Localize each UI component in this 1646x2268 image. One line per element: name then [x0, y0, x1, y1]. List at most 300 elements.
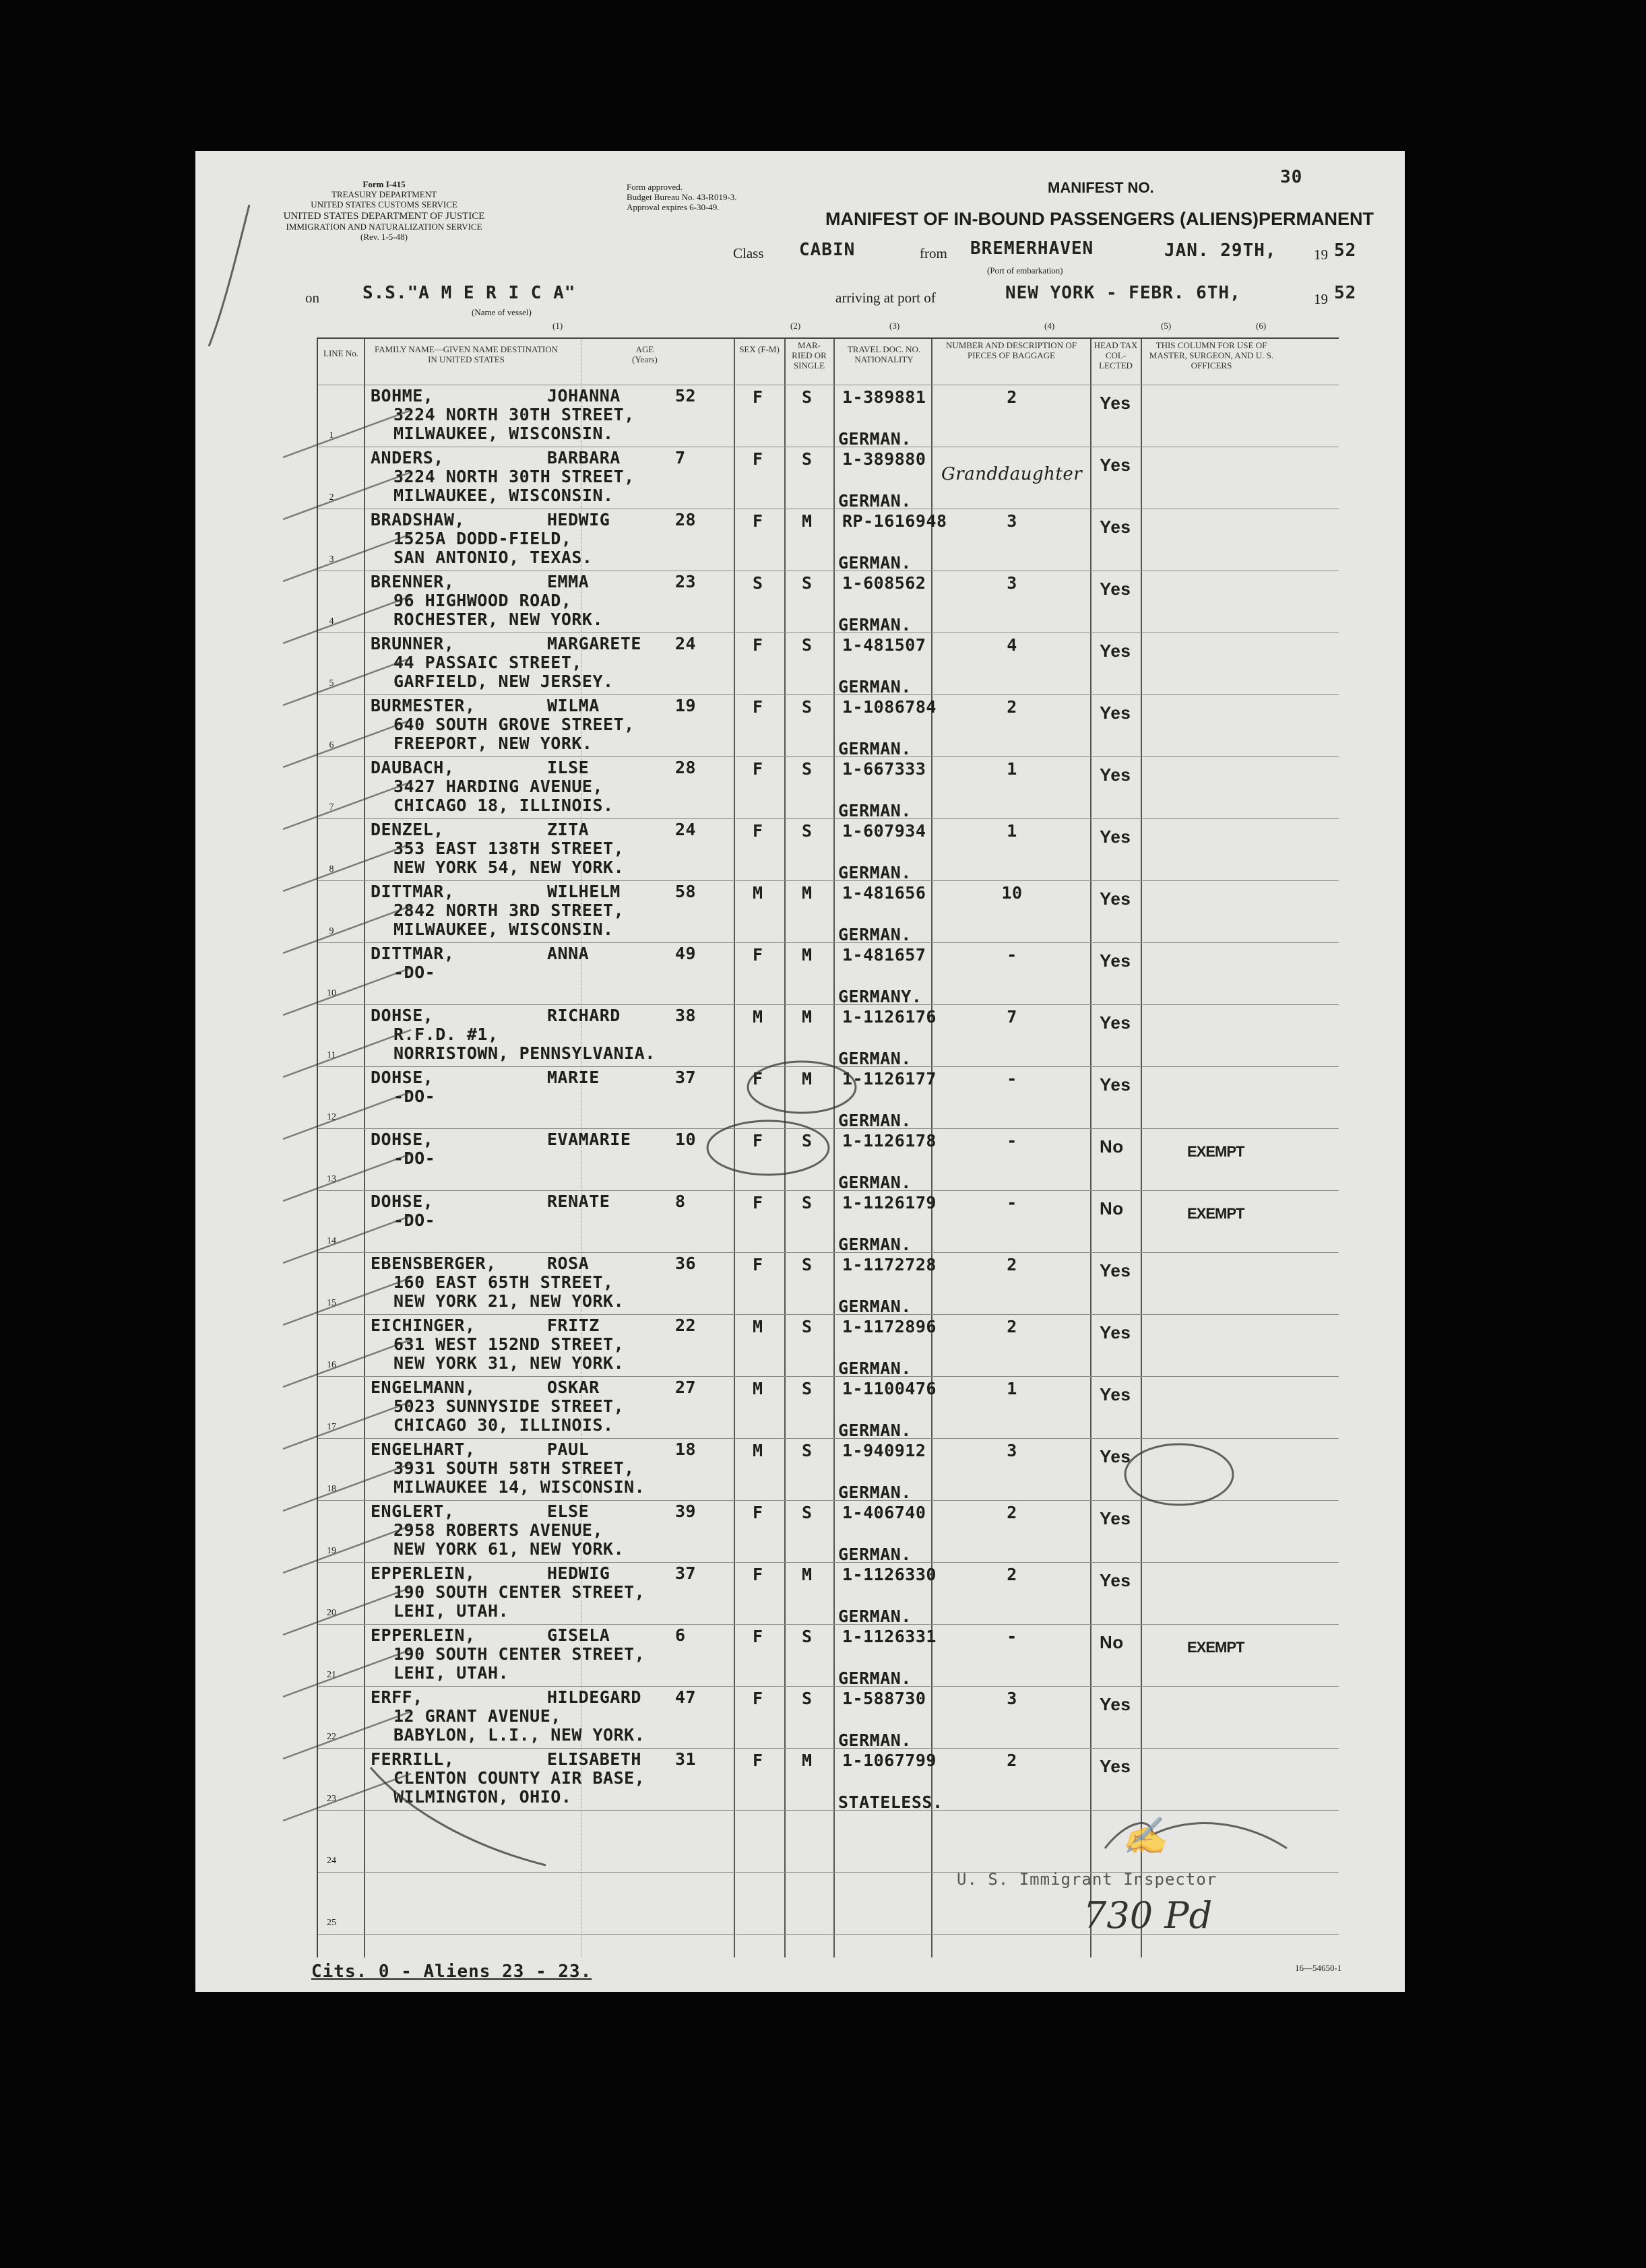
address-line-1: 160 EAST 65TH STREET, [393, 1272, 614, 1292]
baggage: 2 [1007, 1503, 1017, 1522]
address-line-1: 5023 SUNNYSIDE STREET, [393, 1396, 625, 1416]
age: 31 [675, 1749, 697, 1769]
head-tax: Yes [1100, 950, 1131, 971]
sex: F [753, 635, 763, 655]
travel-doc-no: 1-1067799 [842, 1751, 937, 1770]
nationality: GERMAN. [838, 677, 912, 696]
address-line-2: NORRISTOWN, PENNSYLVANIA. [393, 1043, 656, 1063]
address-line-1: CLENTON COUNTY AIR BASE, [393, 1768, 645, 1788]
address-line-1: 44 PASSAIC STREET, [393, 653, 582, 672]
vessel-caption: (Name of vessel) [472, 307, 532, 317]
sex: M [753, 1441, 763, 1460]
head-tax: No [1100, 1198, 1124, 1219]
manifest-no-label: MANIFEST NO. [1048, 179, 1154, 196]
sex: S [753, 573, 763, 593]
baggage: 3 [1007, 1441, 1017, 1460]
check-off-stroke [283, 1774, 411, 1821]
header-age: AGE (Years) [632, 344, 658, 364]
line-number: 3 [329, 554, 334, 564]
travel-doc-no: 1-1126176 [842, 1007, 937, 1027]
sex: F [753, 821, 763, 841]
marital-status: S [802, 573, 813, 593]
treasury-dept: TREASURY DEPARTMENT [331, 189, 437, 199]
sex: M [753, 1007, 763, 1027]
marital-status: S [802, 1255, 813, 1274]
revision: (Rev. 1-5-48) [360, 232, 408, 242]
travel-doc-no: 1-1172896 [842, 1317, 937, 1336]
header-name: FAMILY NAME—GIVEN NAME DESTINATION IN UNITED STATES [374, 344, 559, 364]
line-number: 19 [327, 1546, 336, 1556]
nationality: GERMAN. [838, 925, 912, 944]
sex: F [753, 1565, 763, 1584]
age: 27 [675, 1378, 697, 1397]
sex: F [753, 511, 763, 531]
check-off-stroke [283, 720, 411, 767]
given-name: HEDWIG [547, 1563, 610, 1583]
baggage: - [1007, 1131, 1017, 1151]
family-name: DOHSE, [371, 1068, 434, 1087]
col-marker-1: (1) [552, 321, 563, 331]
line-number: 12 [327, 1112, 336, 1122]
line-number: 4 [329, 616, 334, 626]
family-name: EPPERLEIN, [371, 1563, 476, 1583]
col-marker-4: (4) [1044, 321, 1055, 331]
address-line-1: 353 EAST 138TH STREET, [393, 839, 625, 858]
nationality: GERMAN. [838, 1421, 912, 1440]
marital-status: M [802, 1069, 813, 1089]
nationality: GERMAN. [838, 553, 912, 573]
marital-status: S [802, 635, 813, 655]
nationality: GERMAN. [838, 1668, 912, 1688]
marital-status: S [802, 387, 813, 407]
nationality: GERMAN. [838, 615, 912, 635]
check-off-stroke [283, 844, 411, 891]
line-number: 10 [327, 988, 336, 998]
age: 28 [675, 510, 697, 529]
nationality: STATELESS. [838, 1792, 943, 1812]
head-tax: Yes [1100, 1446, 1131, 1466]
baggage: 7 [1007, 1007, 1017, 1027]
inspector-signature: ✍ [1122, 1815, 1168, 1857]
line-number: 18 [327, 1484, 336, 1494]
sex: F [753, 1751, 763, 1770]
family-name: DITTMAR, [371, 944, 455, 963]
col-marker-6: (6) [1256, 321, 1267, 331]
circle-annotation [1125, 1444, 1233, 1505]
travel-doc-no: 1-1126178 [842, 1131, 937, 1151]
family-name: DITTMAR, [371, 882, 455, 901]
age: 39 [675, 1501, 697, 1521]
form-number: Form I-415 [362, 179, 406, 189]
travel-doc-no: 1-1126331 [842, 1627, 937, 1646]
port-of-embarkation: BREMERHAVEN [970, 238, 1094, 259]
nationality: GERMAN. [838, 429, 912, 449]
print-code: 16—54650-1 [1295, 1963, 1342, 1973]
age: 38 [675, 1006, 697, 1025]
arriving-label: arriving at port of [835, 290, 936, 306]
marital-status: M [802, 511, 813, 531]
vessel-name: S.S."A M E R I C A" [362, 283, 576, 303]
travel-doc-no: 1-940912 [842, 1441, 926, 1460]
col-marker-5: (5) [1161, 321, 1172, 331]
age: 7 [675, 448, 686, 467]
address-line-1: 96 HIGHWOOD ROAD, [393, 591, 572, 610]
check-off-stroke [283, 410, 411, 457]
marital-status: M [802, 1007, 813, 1027]
baggage: 10 [1001, 883, 1023, 903]
head-tax: Yes [1100, 1384, 1131, 1404]
sex: M [753, 883, 763, 903]
given-name: ZITA [547, 820, 590, 839]
address-line-2: MILWAUKEE, WISCONSIN. [393, 486, 614, 505]
baggage: - [1007, 1069, 1017, 1089]
family-name: DENZEL, [371, 820, 444, 839]
age: 37 [675, 1563, 697, 1583]
baggage: 1 [1007, 759, 1017, 779]
line-number: 8 [329, 864, 334, 874]
address-line-1: -DO- [393, 1087, 436, 1106]
marital-status: S [802, 821, 813, 841]
baggage: 2 [1007, 1751, 1017, 1770]
marital-status: S [802, 1689, 813, 1708]
title-main: MANIFEST OF IN-BOUND PASSENGERS (ALIENS) [825, 209, 1259, 229]
check-off-stroke [283, 1340, 411, 1387]
check-off-stroke [283, 1402, 411, 1449]
family-name: DAUBACH, [371, 758, 455, 777]
marital-status: S [802, 1131, 813, 1151]
address-line-1: 2842 NORTH 3RD STREET, [393, 901, 625, 920]
head-tax: Yes [1100, 1570, 1131, 1590]
header-head-tax: HEAD TAX COL-LECTED [1094, 340, 1138, 370]
baggage: Granddaughter [941, 464, 1083, 484]
sex: F [753, 387, 763, 407]
age: 58 [675, 882, 697, 901]
baggage: 2 [1007, 1255, 1017, 1274]
check-off-stroke [283, 1030, 411, 1077]
address-line-2: BABYLON, L.I., NEW YORK. [393, 1725, 645, 1745]
head-tax: Yes [1100, 765, 1131, 785]
approval-line2: Budget Bureau No. 43-R019-3. [627, 192, 737, 202]
check-off-stroke [283, 906, 411, 953]
baggage: - [1007, 1627, 1017, 1646]
line-number: 14 [327, 1236, 336, 1246]
baggage: - [1007, 945, 1017, 965]
head-tax: Yes [1100, 1508, 1131, 1528]
address-line-2: LEHI, UTAH. [393, 1601, 509, 1621]
nationality: GERMAN. [838, 1483, 912, 1502]
address-line-2: CHICAGO 18, ILLINOIS. [393, 796, 614, 815]
age: 36 [675, 1254, 697, 1273]
annotation-marks [195, 151, 1405, 1992]
line-number: 7 [329, 802, 334, 812]
baggage: - [1007, 1193, 1017, 1212]
given-name: GISELA [547, 1625, 610, 1645]
given-name: JOHANNA [547, 386, 621, 406]
class-label: Class [733, 245, 764, 261]
family-name: EBENSBERGER, [371, 1254, 497, 1273]
line-number: 21 [327, 1670, 336, 1680]
family-name: FERRILL, [371, 1749, 455, 1769]
marital-status: M [802, 945, 813, 965]
nationality: GERMANY. [838, 987, 922, 1006]
line-number: 20 [327, 1608, 336, 1618]
officer-note: EXEMPT [1187, 1639, 1244, 1656]
baggage: 2 [1007, 387, 1017, 407]
head-tax: Yes [1100, 579, 1131, 599]
travel-doc-no: 1-389881 [842, 387, 926, 407]
ins-service: IMMIGRATION AND NATURALIZATION SERVICE [286, 222, 482, 232]
nationality: GERMAN. [838, 1111, 912, 1130]
head-tax: Yes [1100, 1260, 1131, 1281]
sex: F [753, 1069, 763, 1089]
address-line-1: 3224 NORTH 30TH STREET, [393, 467, 635, 486]
address-line-1: 190 SOUTH CENTER STREET, [393, 1582, 645, 1602]
age: 10 [675, 1130, 697, 1149]
marital-status: S [802, 1441, 813, 1460]
check-off-stroke [283, 472, 411, 519]
given-name: PAUL [547, 1439, 590, 1459]
travel-doc-no: 1-608562 [842, 573, 926, 593]
address-line-2: SAN ANTONIO, TEXAS. [393, 548, 593, 567]
given-name: EMMA [547, 572, 590, 591]
arrival-year: 52 [1334, 283, 1357, 303]
marital-status: S [802, 1317, 813, 1336]
head-tax: Yes [1100, 393, 1131, 413]
line-number: 2 [329, 492, 334, 503]
line-number: 6 [329, 740, 334, 750]
address-line-1: 3427 HARDING AVENUE, [393, 777, 604, 796]
age: 52 [675, 386, 697, 406]
given-name: HILDEGARD [547, 1687, 641, 1707]
travel-doc-no: 1-406740 [842, 1503, 926, 1522]
address-line-1: -DO- [393, 1148, 436, 1168]
travel-doc-no: 1-1086784 [842, 697, 937, 717]
approval-line3: Approval expires 6-30-49. [627, 202, 720, 212]
manifest-page [195, 151, 1405, 1992]
head-tax: Yes [1100, 455, 1131, 475]
sex: F [753, 1255, 763, 1274]
given-name: WILHELM [547, 882, 621, 901]
head-tax: Yes [1100, 641, 1131, 661]
line-number: 16 [327, 1360, 336, 1370]
header-line-no: LINE No. [323, 348, 358, 358]
given-name: EVAMARIE [547, 1130, 631, 1149]
age: 8 [675, 1192, 686, 1211]
aliens-summary: Cits. 0 - Aliens 23 - 23. [311, 1962, 592, 1982]
departure-year: 52 [1334, 240, 1357, 261]
nationality: GERMAN. [838, 1297, 912, 1316]
head-tax: Yes [1100, 888, 1131, 909]
family-name: ERFF, [371, 1687, 423, 1707]
baggage: 3 [1007, 1689, 1017, 1708]
check-off-stroke [283, 968, 411, 1015]
age: 47 [675, 1687, 697, 1707]
age: 24 [675, 634, 697, 653]
nationality: GERMAN. [838, 1545, 912, 1564]
travel-doc-no: 1-1100476 [842, 1379, 937, 1398]
arrival-port-date: NEW YORK - FEBR. 6TH, [1005, 283, 1241, 303]
address-line-1: 190 SOUTH CENTER STREET, [393, 1644, 645, 1664]
check-off-stroke [283, 658, 411, 705]
age: 28 [675, 758, 697, 777]
nationality: GERMAN. [838, 1607, 912, 1626]
given-name: HEDWIG [547, 510, 610, 529]
address-line-2: CHICAGO 30, ILLINOIS. [393, 1415, 614, 1435]
line-number: 17 [327, 1422, 336, 1432]
travel-doc-no: 1-588730 [842, 1689, 926, 1708]
baggage: 2 [1007, 697, 1017, 717]
given-name: ANNA [547, 944, 590, 963]
travel-doc-no: 1-481507 [842, 635, 926, 655]
age: 37 [675, 1068, 697, 1087]
line-number: 24 [327, 1856, 336, 1866]
address-line-1: -DO- [393, 1210, 436, 1230]
given-name: BARBARA [547, 448, 621, 467]
address-line-2: MILWAUKEE 14, WISCONSIN. [393, 1477, 645, 1497]
given-name: OSKAR [547, 1378, 600, 1397]
nationality: GERMAN. [838, 491, 912, 511]
check-off-stroke [283, 1712, 411, 1759]
marital-status: S [802, 1379, 813, 1398]
sex: F [753, 1689, 763, 1708]
sex: F [753, 697, 763, 717]
line-number: 15 [327, 1298, 336, 1308]
travel-doc-no: 1-607934 [842, 821, 926, 841]
line-number: 5 [329, 678, 334, 688]
travel-doc-no: 1-1172728 [842, 1255, 937, 1274]
class-value: CABIN [799, 240, 856, 260]
check-off-stroke [283, 1216, 411, 1263]
header-sex: SEX (F-M) [739, 344, 780, 354]
sex: F [753, 449, 763, 469]
check-off-stroke [283, 1278, 411, 1325]
address-line-2: NEW YORK 31, NEW YORK. [393, 1353, 625, 1373]
line-number: 11 [327, 1050, 336, 1060]
family-name: BRADSHAW, [371, 510, 465, 529]
baggage: 3 [1007, 573, 1017, 593]
line-number: 23 [327, 1794, 336, 1804]
marital-status: M [802, 883, 813, 903]
marital-status: S [802, 759, 813, 779]
nationality: GERMAN. [838, 1049, 912, 1068]
age: 18 [675, 1439, 697, 1459]
manifest-no-value: 30 [1280, 167, 1303, 187]
circle-annotation [707, 1121, 829, 1175]
nationality: GERMAN. [838, 1359, 912, 1378]
age: 24 [675, 820, 697, 839]
marital-status: M [802, 1565, 813, 1584]
address-line-2: MILWAUKEE, WISCONSIN. [393, 919, 614, 939]
address-line-2: MILWAUKEE, WISCONSIN. [393, 424, 614, 443]
given-name: ELSE [547, 1501, 590, 1521]
given-name: FRITZ [547, 1316, 600, 1335]
check-off-stroke [283, 1650, 411, 1697]
given-name: RENATE [547, 1192, 610, 1211]
head-tax: Yes [1100, 703, 1131, 723]
head-tax: Yes [1100, 1074, 1131, 1095]
family-name: BRENNER, [371, 572, 455, 591]
line-number: 25 [327, 1918, 336, 1928]
justice-dept: UNITED STATES DEPARTMENT OF JUSTICE [283, 211, 485, 222]
head-tax: Yes [1100, 517, 1131, 537]
travel-doc-no: 1-1126179 [842, 1193, 937, 1212]
title-suffix: PERMANENT [1259, 209, 1374, 229]
check-off-stroke [283, 782, 411, 829]
age: 23 [675, 572, 697, 591]
travel-doc-no: 1-389880 [842, 449, 926, 469]
marital-status: S [802, 449, 813, 469]
nationality: GERMAN. [838, 1173, 912, 1192]
address-line-2: ROCHESTER, NEW YORK. [393, 610, 604, 629]
family-name: EPPERLEIN, [371, 1625, 476, 1645]
head-tax: Yes [1100, 1694, 1131, 1714]
inspector-caption: U. S. Immigrant Inspector [957, 1870, 1217, 1889]
address-line-1: 631 WEST 152ND STREET, [393, 1334, 625, 1354]
from-label: from [920, 245, 947, 261]
head-tax: No [1100, 1632, 1124, 1652]
address-line-1: 2958 ROBERTS AVENUE, [393, 1520, 604, 1540]
baggage: 1 [1007, 1379, 1017, 1398]
family-name: ENGELHART, [371, 1439, 476, 1459]
check-off-stroke [283, 1526, 411, 1573]
sex: F [753, 759, 763, 779]
age: 6 [675, 1625, 686, 1645]
sex: F [753, 1131, 763, 1151]
header-officers: THIS COLUMN FOR USE OF MASTER, SURGEON, AND U. S. OFFICERS [1149, 340, 1274, 370]
nationality: GERMAN. [838, 801, 912, 820]
age: 22 [675, 1316, 697, 1335]
travel-doc-no: 1-1126330 [842, 1565, 937, 1584]
address-line-1: 3224 NORTH 30TH STREET, [393, 405, 635, 424]
head-tax: Yes [1100, 1756, 1131, 1776]
port-caption: (Port of embarkation) [987, 265, 1063, 276]
age: 19 [675, 696, 697, 715]
nationality: GERMAN. [838, 863, 912, 882]
family-name: ANDERS, [371, 448, 444, 467]
address-line-2: FREEPORT, NEW YORK. [393, 734, 593, 753]
sex: F [753, 1193, 763, 1212]
approval-line1: Form approved. [627, 182, 683, 192]
travel-doc-no: 1-481656 [842, 883, 926, 903]
address-line-2: WILMINGTON, OHIO. [393, 1787, 572, 1807]
customs-service: UNITED STATES CUSTOMS SERVICE [311, 199, 457, 209]
family-name: DOHSE, [371, 1192, 434, 1211]
circle-annotation [748, 1062, 856, 1113]
travel-doc-no: RP-1616948 [842, 511, 947, 531]
marital-status: S [802, 1193, 813, 1212]
address-line-1: 640 SOUTH GROVE STREET, [393, 715, 635, 734]
nationality: GERMAN. [838, 1730, 912, 1750]
baggage: 2 [1007, 1317, 1017, 1336]
address-line-1: R.F.D. #1, [393, 1025, 499, 1044]
departure-date: JAN. 29TH, [1164, 240, 1277, 261]
head-tax: Yes [1100, 1322, 1131, 1342]
on-label: on [305, 290, 319, 306]
officer-note: EXEMPT [1187, 1143, 1244, 1160]
baggage: 3 [1007, 511, 1017, 531]
family-name: ENGELMANN, [371, 1378, 476, 1397]
header-married: MAR-RIED OR SINGLE [792, 340, 827, 370]
sex: F [753, 1627, 763, 1646]
address-line-1: 3931 SOUTH 58TH STREET, [393, 1458, 635, 1478]
marital-status: M [802, 1751, 813, 1770]
address-line-2: NEW YORK 21, NEW YORK. [393, 1291, 625, 1311]
year-prefix: 19 [1314, 291, 1328, 307]
age: 49 [675, 944, 697, 963]
address-line-1: -DO- [393, 963, 436, 982]
marital-status: S [802, 1627, 813, 1646]
marital-status: S [802, 1503, 813, 1522]
